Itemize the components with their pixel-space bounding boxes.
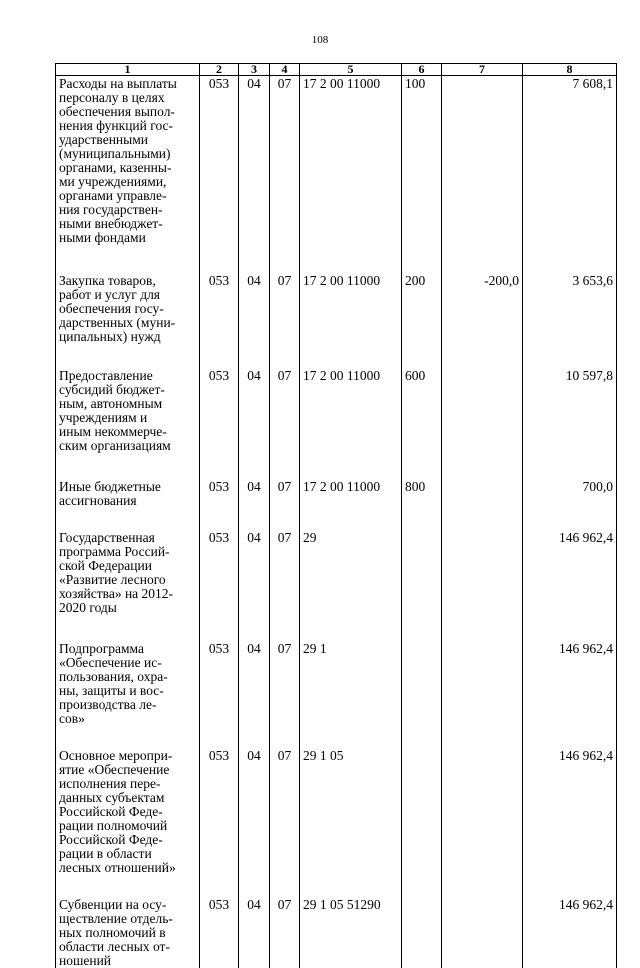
expense-type-code xyxy=(402,641,442,748)
column-header: 4 xyxy=(270,64,300,76)
row-name-line: обеспечения госу- xyxy=(59,301,164,316)
admin-code: 053 xyxy=(200,368,239,479)
row-name-line: иным некоммерче- xyxy=(59,424,167,439)
row-name xyxy=(56,273,200,368)
subsection-code: 07 xyxy=(270,748,300,897)
section-code: 04 xyxy=(239,641,270,748)
row-name-line: производства ле- xyxy=(59,697,157,712)
change-amount xyxy=(442,530,523,641)
row-name-line: ударственными xyxy=(59,132,148,147)
row-name-line: рации полномочий xyxy=(59,818,168,833)
target-article-code: 29 xyxy=(300,530,402,641)
total-amount: 146 962,4 xyxy=(523,748,617,897)
row-name-line: органами управле- xyxy=(59,188,167,203)
admin-code: 053 xyxy=(200,273,239,368)
subsection-code: 07 xyxy=(270,897,300,968)
section-code: 04 xyxy=(239,368,270,479)
total-amount: 700,0 xyxy=(523,479,617,530)
target-article-code: 29 1 xyxy=(300,641,402,748)
row-name-line: пользования, охра- xyxy=(59,669,168,684)
column-header: 5 xyxy=(300,64,402,76)
target-article-code: 29 1 05 51290 xyxy=(300,897,402,968)
subsection-code: 07 xyxy=(270,76,300,274)
row-name-line: Государственная xyxy=(59,530,155,545)
row-name-line: хозяйства» на 2012- xyxy=(59,586,174,601)
row-name-line: дарственных (муни- xyxy=(59,315,176,330)
row-name xyxy=(56,76,200,274)
row-name-line: ятие «Обеспечение xyxy=(59,762,170,777)
change-amount xyxy=(442,479,523,530)
row-name-line: учреждениям и xyxy=(59,410,148,425)
expense-type-code: 200 xyxy=(402,273,442,368)
table-row xyxy=(56,479,617,530)
row-name xyxy=(56,530,200,641)
header-row xyxy=(56,64,617,76)
row-name-line: Подпрограмма xyxy=(59,641,144,656)
column-header: 8 xyxy=(523,64,617,76)
row-name xyxy=(56,897,200,968)
section-code: 04 xyxy=(239,897,270,968)
admin-code: 053 xyxy=(200,76,239,274)
row-name-line: ношений xyxy=(59,953,112,968)
row-name-line: сов» xyxy=(59,711,85,726)
expense-type-code: 600 xyxy=(402,368,442,479)
target-article-code: 17 2 00 11000 xyxy=(300,368,402,479)
row-name-line: обеспечения выпол- xyxy=(59,104,175,119)
section-code: 04 xyxy=(239,76,270,274)
row-name-line: программа Россий- xyxy=(59,544,170,559)
change-amount xyxy=(442,897,523,968)
row-name-line: субсидий бюджет- xyxy=(59,382,165,397)
section-code: 04 xyxy=(239,748,270,897)
budget-table xyxy=(55,63,617,968)
row-name-line: ципальных) нужд xyxy=(59,329,161,344)
subsection-code: 07 xyxy=(270,479,300,530)
row-name-line: Предоставление xyxy=(59,368,153,383)
row-name-line: ным, автономным xyxy=(59,396,163,411)
total-amount: 10 597,8 xyxy=(523,368,617,479)
row-name-line: ми учреждениями, xyxy=(59,174,167,189)
row-name-line: ными внебюджет- xyxy=(59,216,163,231)
row-name-line: Иные бюджетные xyxy=(59,479,161,494)
row-name-line: (муниципальными) xyxy=(59,146,171,161)
row-name-line: ассигнования xyxy=(59,493,137,508)
section-code: 04 xyxy=(239,273,270,368)
column-header: 6 xyxy=(402,64,442,76)
subsection-code: 07 xyxy=(270,641,300,748)
row-name-line: области лесных от- xyxy=(59,939,170,954)
expense-type-code: 800 xyxy=(402,479,442,530)
row-name-line: органами, казенны- xyxy=(59,160,172,175)
row-name-line: нения функций гос- xyxy=(59,118,174,133)
subsection-code: 07 xyxy=(270,530,300,641)
table-row xyxy=(56,273,617,368)
table-row xyxy=(56,748,617,897)
change-amount xyxy=(442,748,523,897)
row-name xyxy=(56,748,200,897)
table-row xyxy=(56,368,617,479)
admin-code: 053 xyxy=(200,479,239,530)
change-amount xyxy=(442,368,523,479)
table-row xyxy=(56,897,617,968)
expense-type-code xyxy=(402,530,442,641)
row-name-line: ния государствен- xyxy=(59,202,163,217)
row-name-line: 2020 годы xyxy=(59,600,117,615)
row-name-line: Закупка товаров, xyxy=(59,273,156,288)
admin-code: 053 xyxy=(200,530,239,641)
row-name-line: лесных отношений» xyxy=(59,860,176,875)
target-article-code: 17 2 00 11000 xyxy=(300,273,402,368)
total-amount: 146 962,4 xyxy=(523,897,617,968)
row-name-line: ским организациям xyxy=(59,438,171,453)
row-name-line: «Обеспечение ис- xyxy=(59,655,162,670)
row-name-line: персоналу в целях xyxy=(59,90,165,105)
section-code: 04 xyxy=(239,479,270,530)
expense-type-code xyxy=(402,897,442,968)
target-article-code: 17 2 00 11000 xyxy=(300,76,402,274)
row-name-line: ны, защиты и вос- xyxy=(59,683,164,698)
row-name-line: работ и услуг для xyxy=(59,287,161,302)
total-amount: 7 608,1 xyxy=(523,76,617,274)
target-article-code: 29 1 05 xyxy=(300,748,402,897)
total-amount: 146 962,4 xyxy=(523,530,617,641)
row-name-line: Основное меропри- xyxy=(59,748,173,763)
admin-code: 053 xyxy=(200,748,239,897)
row-name xyxy=(56,641,200,748)
admin-code: 053 xyxy=(200,897,239,968)
row-name-line: Российской Феде- xyxy=(59,832,163,847)
expense-type-code xyxy=(402,748,442,897)
row-name xyxy=(56,479,200,530)
row-name-line: ществление отдель- xyxy=(59,911,173,926)
page-number: 108 xyxy=(311,34,329,46)
row-name-line: ными фондами xyxy=(59,230,146,245)
row-name-line: исполнения пере- xyxy=(59,776,161,791)
table-row xyxy=(56,76,617,274)
column-header: 7 xyxy=(442,64,523,76)
target-article-code: 17 2 00 11000 xyxy=(300,479,402,530)
total-amount: 3 653,6 xyxy=(523,273,617,368)
subsection-code: 07 xyxy=(270,273,300,368)
total-amount: 146 962,4 xyxy=(523,641,617,748)
row-name-line: данных субъектам xyxy=(59,790,165,805)
row-name-line: Российской Феде- xyxy=(59,804,163,819)
admin-code: 053 xyxy=(200,641,239,748)
row-name xyxy=(56,368,200,479)
subsection-code: 07 xyxy=(270,368,300,479)
change-amount xyxy=(442,641,523,748)
table-row xyxy=(56,530,617,641)
row-name-line: рации в области xyxy=(59,846,152,861)
row-name-line: Субвенции на осу- xyxy=(59,897,167,912)
row-name-line: «Развитие лесного xyxy=(59,572,166,587)
column-header: 2 xyxy=(200,64,239,76)
row-name-line: Расходы на выплаты xyxy=(59,76,177,91)
column-header: 3 xyxy=(239,64,270,76)
change-amount: -200,0 xyxy=(442,273,523,368)
table-row xyxy=(56,641,617,748)
row-name-line: ской Федерации xyxy=(59,558,152,573)
row-name-line: ных полномочий в xyxy=(59,925,166,940)
expense-type-code: 100 xyxy=(402,76,442,274)
change-amount xyxy=(442,76,523,274)
section-code: 04 xyxy=(239,530,270,641)
column-header: 1 xyxy=(56,64,200,76)
